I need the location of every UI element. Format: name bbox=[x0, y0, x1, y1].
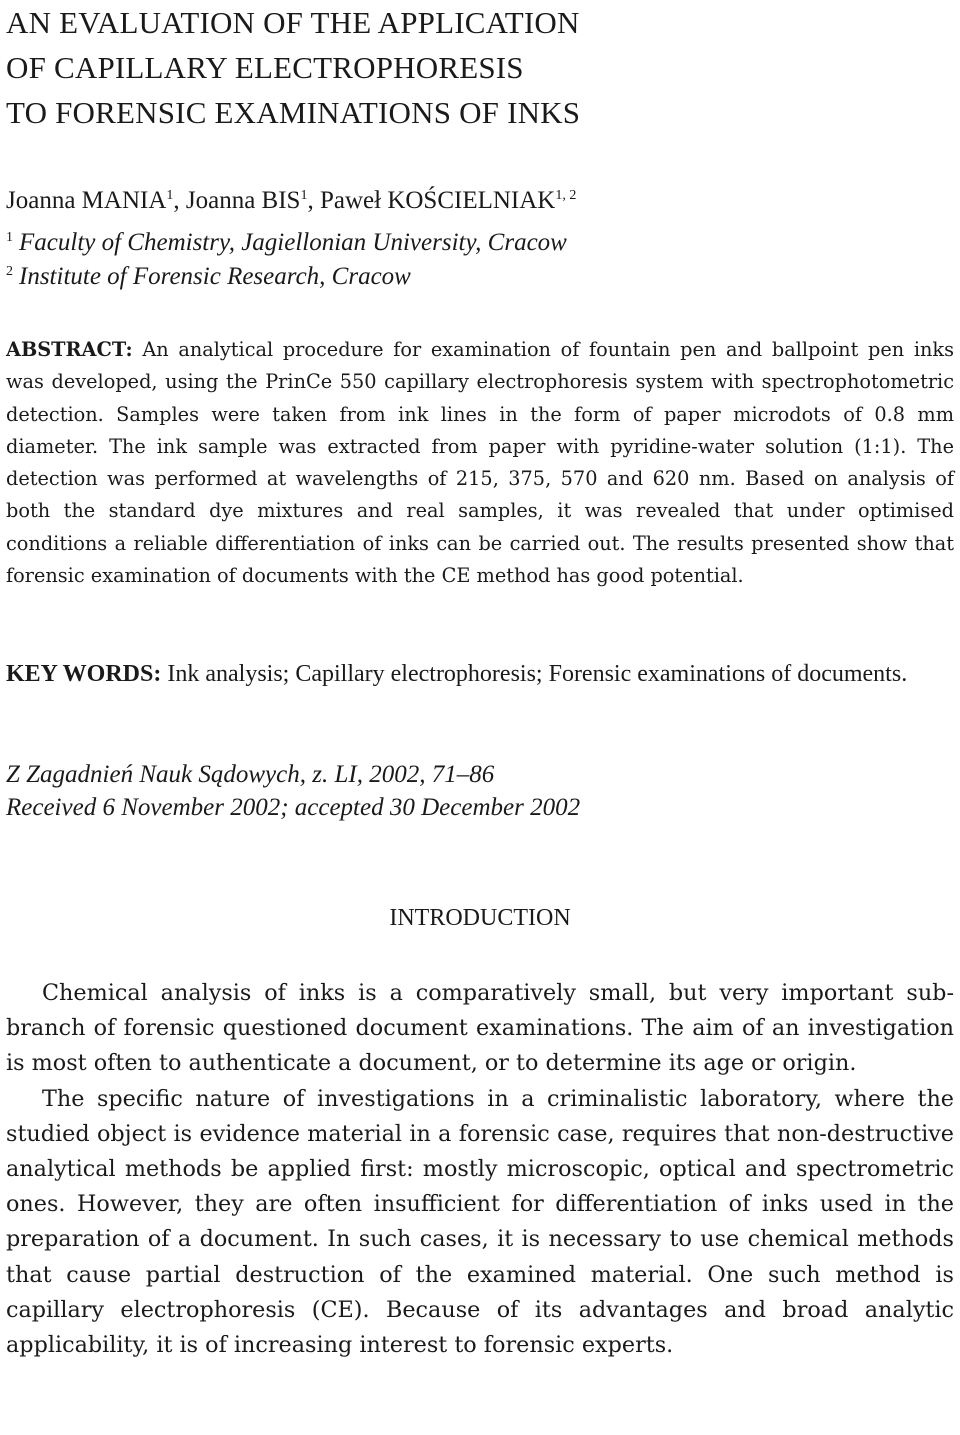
author-name: Joanna BIS bbox=[185, 187, 301, 214]
affiliation-2 bbox=[6, 262, 411, 292]
affiliation-mark: 2 bbox=[6, 264, 13, 279]
title-line-1: AN EVALUATION OF THE APPLICATION bbox=[6, 5, 580, 40]
author-list bbox=[6, 186, 576, 216]
author-affiliation-mark: 1 bbox=[300, 188, 308, 203]
abstract bbox=[6, 334, 954, 592]
title-line-3: TO FORENSIC EXAMINATIONS OF INKS bbox=[6, 95, 581, 130]
body-paragraph: Chemical analysis of inks is a comparatively small, but very important sub-branch of forensic questioned document examinations. The aim of an investigation is most often to authenticate a document, or to determine its age or origin. bbox=[6, 980, 954, 1077]
affiliation-mark: 1 bbox=[6, 230, 13, 245]
article-title bbox=[6, 0, 580, 135]
author-affiliation-mark: 1, 2 bbox=[555, 188, 577, 203]
abstract-label: ABSTRACT: bbox=[6, 338, 133, 361]
affiliation-1 bbox=[6, 228, 567, 258]
section-heading: INTRODUCTION bbox=[389, 905, 571, 931]
keywords-text: Ink analysis; Capillary electrophoresis; Forensic examinations of documents. bbox=[167, 661, 908, 687]
author-affiliation-mark: 1 bbox=[166, 188, 174, 203]
author-name: Joanna MANIA bbox=[6, 187, 167, 214]
author-separator: , bbox=[173, 187, 186, 214]
body-paragraph: The specific nature of investigations in a criminalistic laboratory, where the studied object is evidence material in a forensic case, requires that non-destructive analytical methods be applied first: mostly microscopic, optical and spectrometric ones. However, they are often insufficient for differentiation of inks used in the preparation of a document. In such cases, it is necessary to use chemical methods that cause partial destruction of the examined material. One such method is capillary electrophoresis (CE). Because of its advantages and broad analytic applicability, it is of increasing interest to forensic experts. bbox=[6, 1085, 954, 1359]
received-dates: Received 6 November 2002; accepted 30 December 2002 bbox=[6, 794, 581, 821]
author-name: Paweł KOŚCIELNIAK bbox=[319, 187, 556, 214]
affiliation-text: Faculty of Chemistry, Jagiellonian University, Cracow bbox=[19, 229, 567, 256]
keywords-label: KEY WORDS: bbox=[6, 661, 162, 687]
citation-block bbox=[6, 758, 580, 824]
title-line-2: OF CAPILLARY ELECTROPHORESIS bbox=[6, 50, 524, 85]
abstract-text: An analytical procedure for examination of fountain pen and ballpoint pen inks was developed, using the PrinCe 550 capillary electrophoresis system with spectrophotometric detection. Samples were taken from ink lines in the form of paper microdots of 0.8 mm diameter. The ink sample was extracted from paper with pyridine-water solution (1:1). The detection was performed at wavelengths of 215, 375, 570 and 620 nm. Based on analysis of both the standard dye mixtures and real samples, it was revealed that under optimised conditions a reliable differentiation of inks can be carried out. The results presented show that forensic examination of documents with the CE method has good potential. bbox=[6, 338, 954, 588]
affiliation-text: Institute of Forensic Research, Cracow bbox=[19, 263, 411, 290]
author-separator: , bbox=[307, 187, 320, 214]
journal-citation: Z Zagadnień Nauk Sądowych, z. LI, 2002, 71–86 bbox=[6, 761, 495, 788]
keywords bbox=[6, 658, 954, 691]
body-text bbox=[6, 976, 954, 1363]
